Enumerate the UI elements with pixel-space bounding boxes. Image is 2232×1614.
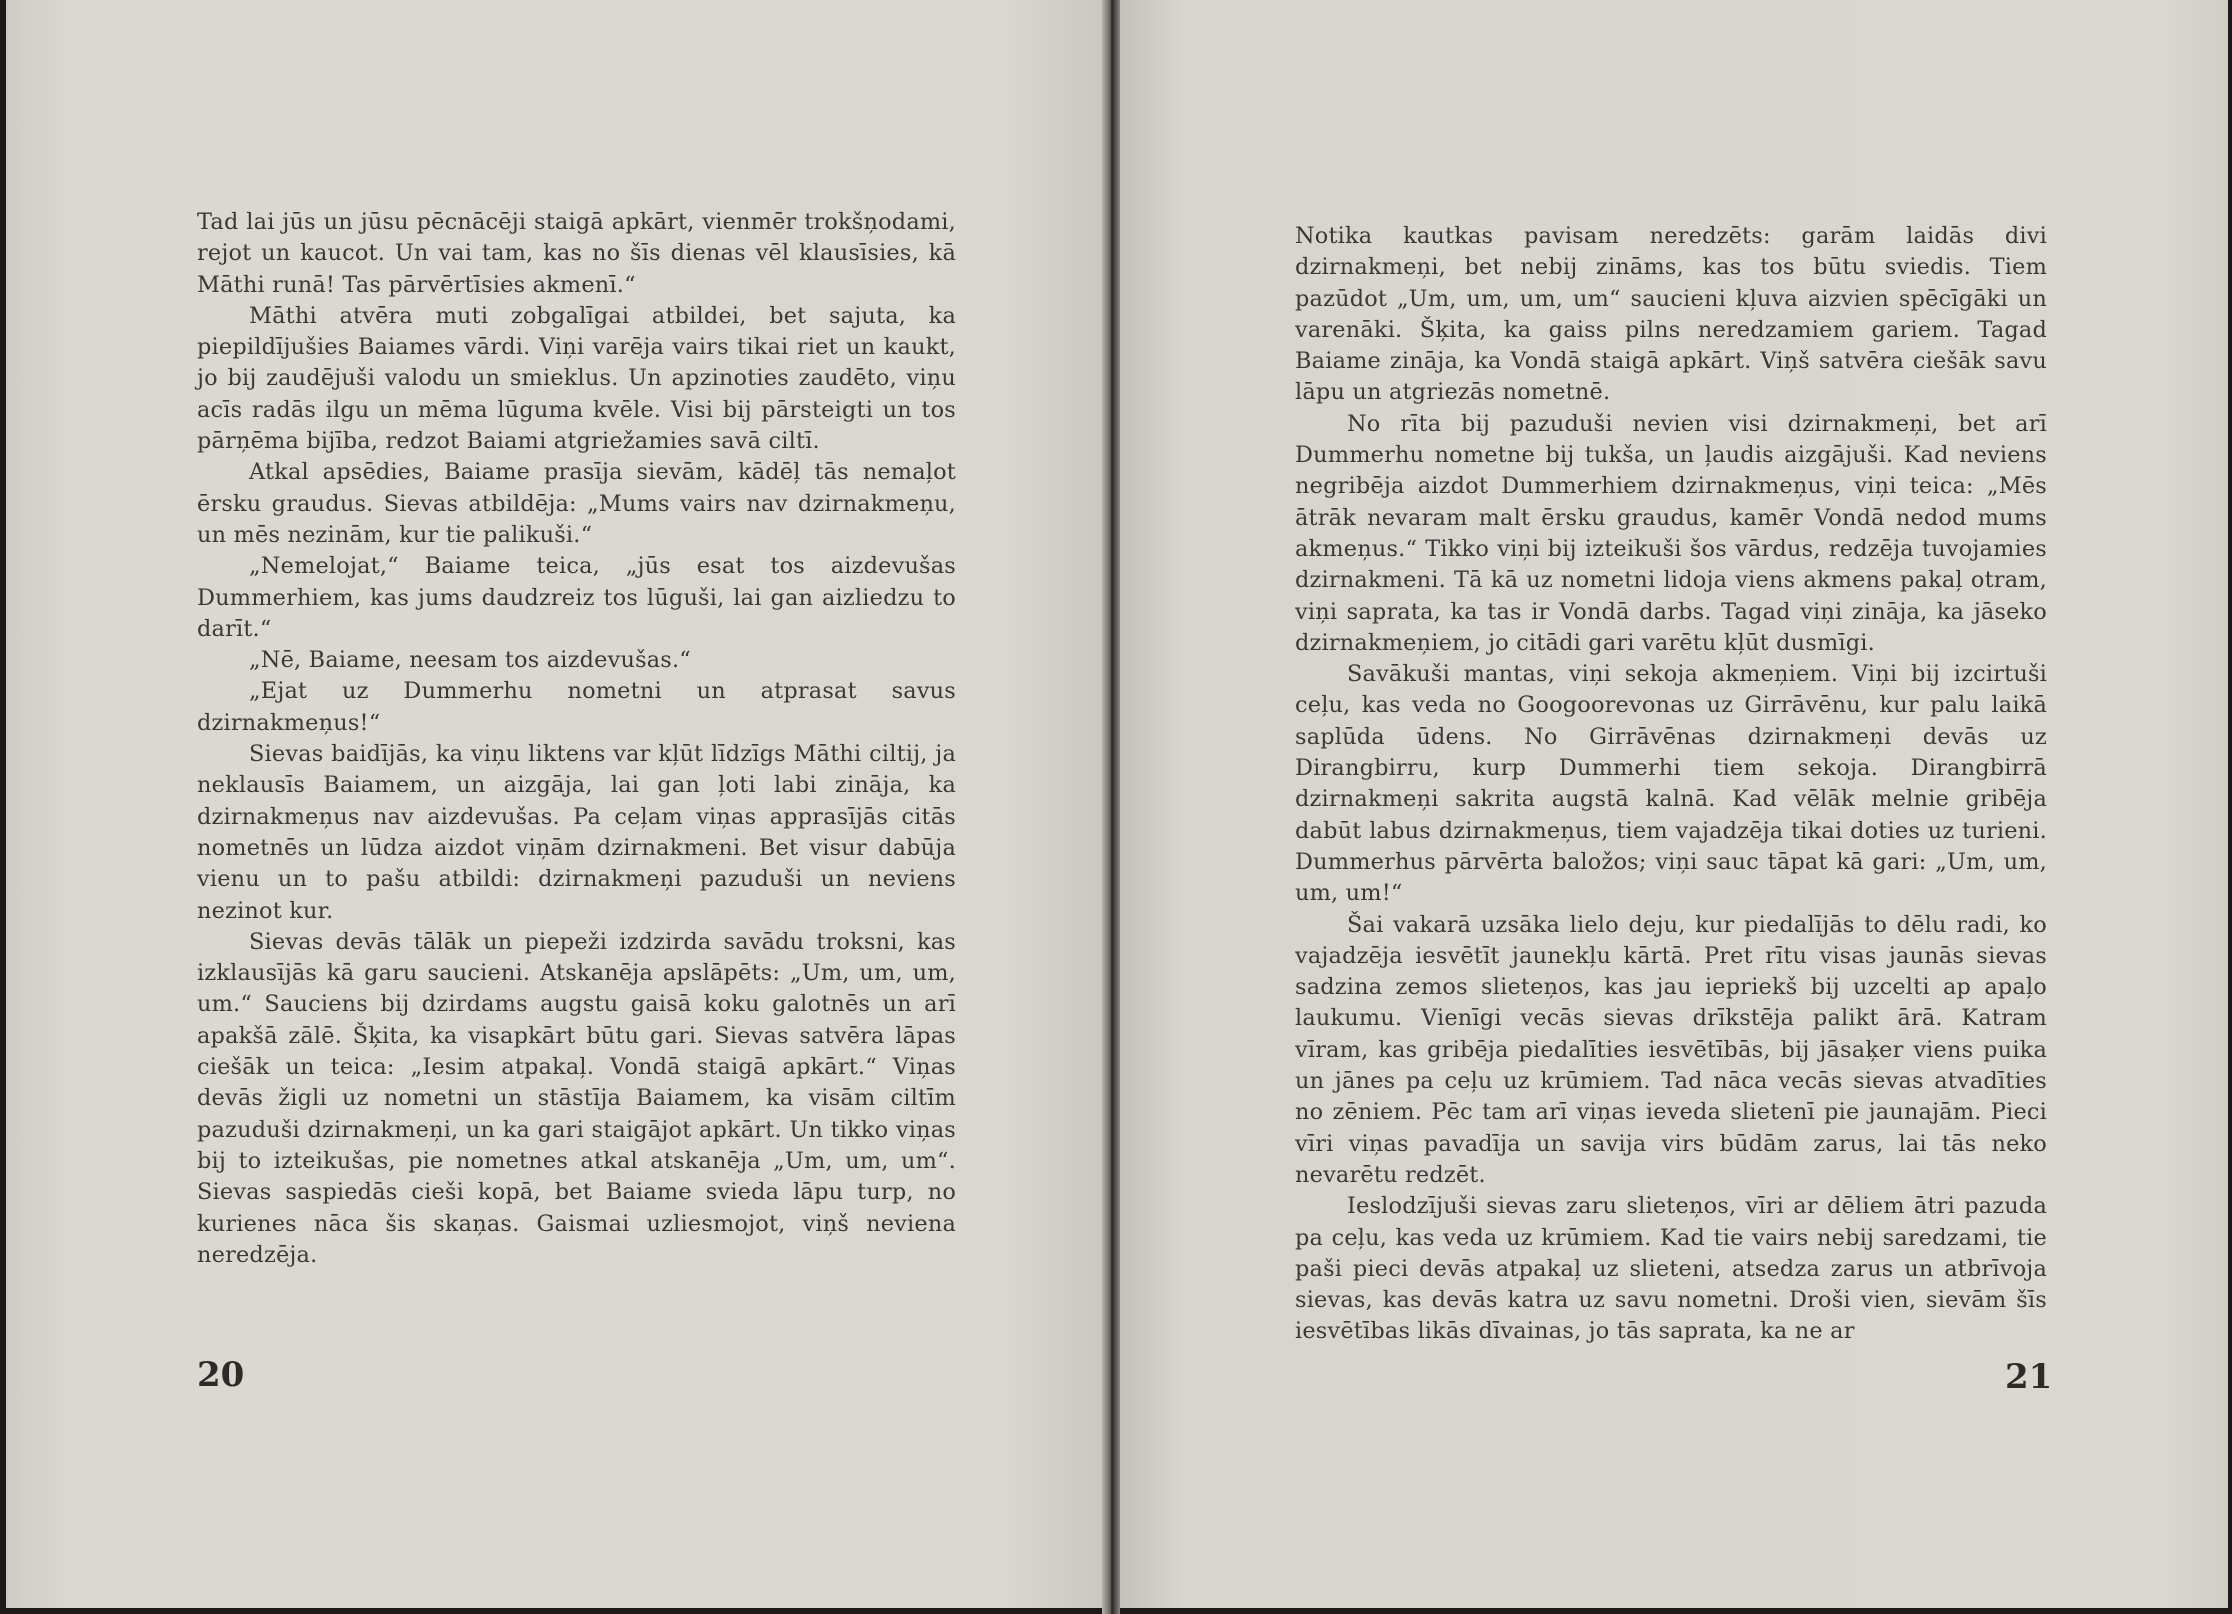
paragraph: Sievas baidījās, ka viņu liktens var kļūt līdzīgs Māthi ciltij, ja neklausīs Baiamem, un aizgāja, lai gan ļoti labi zināja, ka dzirnakmeņus nav aizdevušas. Pa ceļam viņas apprasījās citās nometnēs un lūdza aizdot viņām dzirnakmeni. Bet visur dabūja vienu un to pašu atbildi: dzirnakmeņi pazuduši un neviens nezinot kur. bbox=[197, 741, 956, 924]
paragraph: No rīta bij pazuduši nevien visi dzirnakmeņi, bet arī Dummerhu nometne bij tukša, un ļaudis aizgājuši. Kad neviens negribēja aizdot Dummerhiem dzirnakmeņus, viņi teica: „Mēs ātrāk nevaram malt ērsku graudus, kamēr Vondā nedod mums akmeņus.“ Tikko viņi bij izteikuši šos vārdus, redzēja tuvojamies dzirnakmeni. Tā kā uz nometni lidoja viens akmens pakaļ otram, viņi saprata, ka tas ir Vondā darbs. Tagad viņi zināja, ka jāseko dzirnakmeņiem, jo citādi gari varētu kļūt dusmīgi. bbox=[1295, 410, 2047, 656]
paragraph: Māthi atvēra muti zobgalīgai atbildei, bet sajuta, ka piepildījušies Baiames vārdi. Viņi varēja vairs tikai riet un kaukt, jo bij zaudējuši valodu un smieklus. Un apzinoties zaudēto, viņu acīs radās ilgu un mēma lūguma kvēle. Visi bij pārsteigti un tos pārņēma bijība, redzot Baiami atgriežamies savā ciltī. bbox=[197, 302, 956, 455]
paragraph: Tad lai jūs un jūsu pēcnācēji staigā apkārt, vienmēr trokšņodami, rejot un kaucot. Un vai tam, kas no šīs dienas vēl klausīsies, kā Māthi runā! Tas pārvērtīsies akmenī.“ bbox=[197, 209, 956, 298]
book-spine-gutter bbox=[1102, 0, 1120, 1614]
left-page bbox=[6, 0, 1114, 1608]
paragraph: „Ejat uz Dummerhu nometni un atprasat savus dzirnakmeņus!“ bbox=[197, 678, 956, 736]
left-page-text bbox=[197, 207, 956, 1271]
right-page-text bbox=[1295, 221, 2047, 1348]
paragraph: „Nemelojat,“ Baiame teica, „jūs esat tos aizdevušas Dummerhiem, kas jums daudzreiz tos lūguši, lai gan aizliedzu to darīt.“ bbox=[197, 553, 956, 642]
page-number-right: 21 bbox=[2005, 1357, 2053, 1397]
paragraph: Notika kautkas pavisam neredzēts: garām laidās divi dzirnakmeņi, bet nebij zināms, kas tos būtu sviedis. Tiem pazūdot „Um, um, um, um“ saucieni kļuva aizvien spēcīgāki un varenāki. Šķita, ka gaiss pilns neredzamiem gariem. Tagad Baiame zināja, ka Vondā staigā apkārt. Viņš satvēra ciešāk savu lāpu un atgriezās nometnē. bbox=[1295, 223, 2047, 406]
right-page bbox=[1117, 0, 2228, 1608]
paragraph: Šai vakarā uzsāka lielo deju, kur piedalījās to dēlu radi, ko vajadzēja iesvētīt jaunekļu kārtā. Pret rītu visas jaunās sievas sadzina zemos slieteņos, kas jau iepriekš bij uzcelti ap apaļo laukumu. Vienīgi vecās sievas drīkstēja palikt ārā. Katram vīram, kas gribēja piedalīties iesvētībās, bij jāsaķer viens puika un jānes pa ceļu uz krūmiem. Tad nāca vecās sievas atvadīties no zēniem. Pēc tam arī viņas ieveda slietenī pie jaunajām. Pieci vīri viņas pavadīja un savija virs būdām zarus, lai tās neko nevarētu redzēt. bbox=[1295, 911, 2047, 1188]
page-number-left: 20 bbox=[197, 1355, 245, 1395]
paragraph: Savākuši mantas, viņi sekoja akmeņiem. Viņi bij izcirtuši ceļu, kas veda no Googoorevonas uz Girrāvēnu, kur palu laikā saplūda ūdens. No Girrāvēnas dzirnakmeņi devās uz Dirangbirru, kurp Dummerhi tiem sekoja. Dirangbirrā dzirnakmeņi sakrita augstā kalnā. Kad vēlāk melnie gribēja dabūt labus dzirnakmeņus, tiem vajadzēja tikai doties uz turieni. Dummerhus pārvērta baložos; viņi sauc tāpat kā gari: „Um, um, um, um!“ bbox=[1295, 661, 2047, 907]
paragraph: „Nē, Baiame, neesam tos aizdevušas.“ bbox=[249, 647, 691, 674]
paragraph: Sievas devās tālāk un piepeži izdzirda savādu troksni, kas izklausījās kā garu saucieni. Atskanēja apslāpēts: „Um, um, um, um.“ Sauciens bij dzirdams augstu gaisā koku galotnēs un arī apakšā zālē. Šķita, ka visapkārt būtu gari. Sievas satvēra lāpas ciešāk un teica: „Iesim atpakaļ. Vondā staigā apkārt.“ Viņas devās žigli uz nometni un stāstīja Baiamem, ka visām ciltīm pazuduši dzirnakmeņi, un ka gari staigājot apkārt. Un tikko viņas bij to izteikušas, pie nometnes atkal atskanēja „Um, um, um“. Sievas saspiedās cieši kopā, bet Baiame svieda lāpu turp, no kurienes nāca šis skaņas. Gaismai uzliesmojot, viņš neviena neredzēja. bbox=[197, 928, 956, 1268]
paragraph: Atkal apsēdies, Baiame prasīja sievām, kādēļ tās nemaļot ērsku graudus. Sievas atbildēja: „Mums vairs nav dzirnakmeņu, un mēs nezinām, kur tie palikuši.“ bbox=[197, 459, 956, 548]
paragraph: Ieslodzījuši sievas zaru slieteņos, vīri ar dēliem ātri pazuda pa ceļu, kas veda uz krūmiem. Kad tie vairs nebij saredzami, tie paši pieci devās atpakaļ uz slieteni, atsedza zarus un atbrīvoja sievas, kas devās katra uz savu nometni. Droši vien, sievām šīs iesvētības likās dīvainas, jo tās saprata, ka ne ar bbox=[1295, 1193, 2047, 1345]
